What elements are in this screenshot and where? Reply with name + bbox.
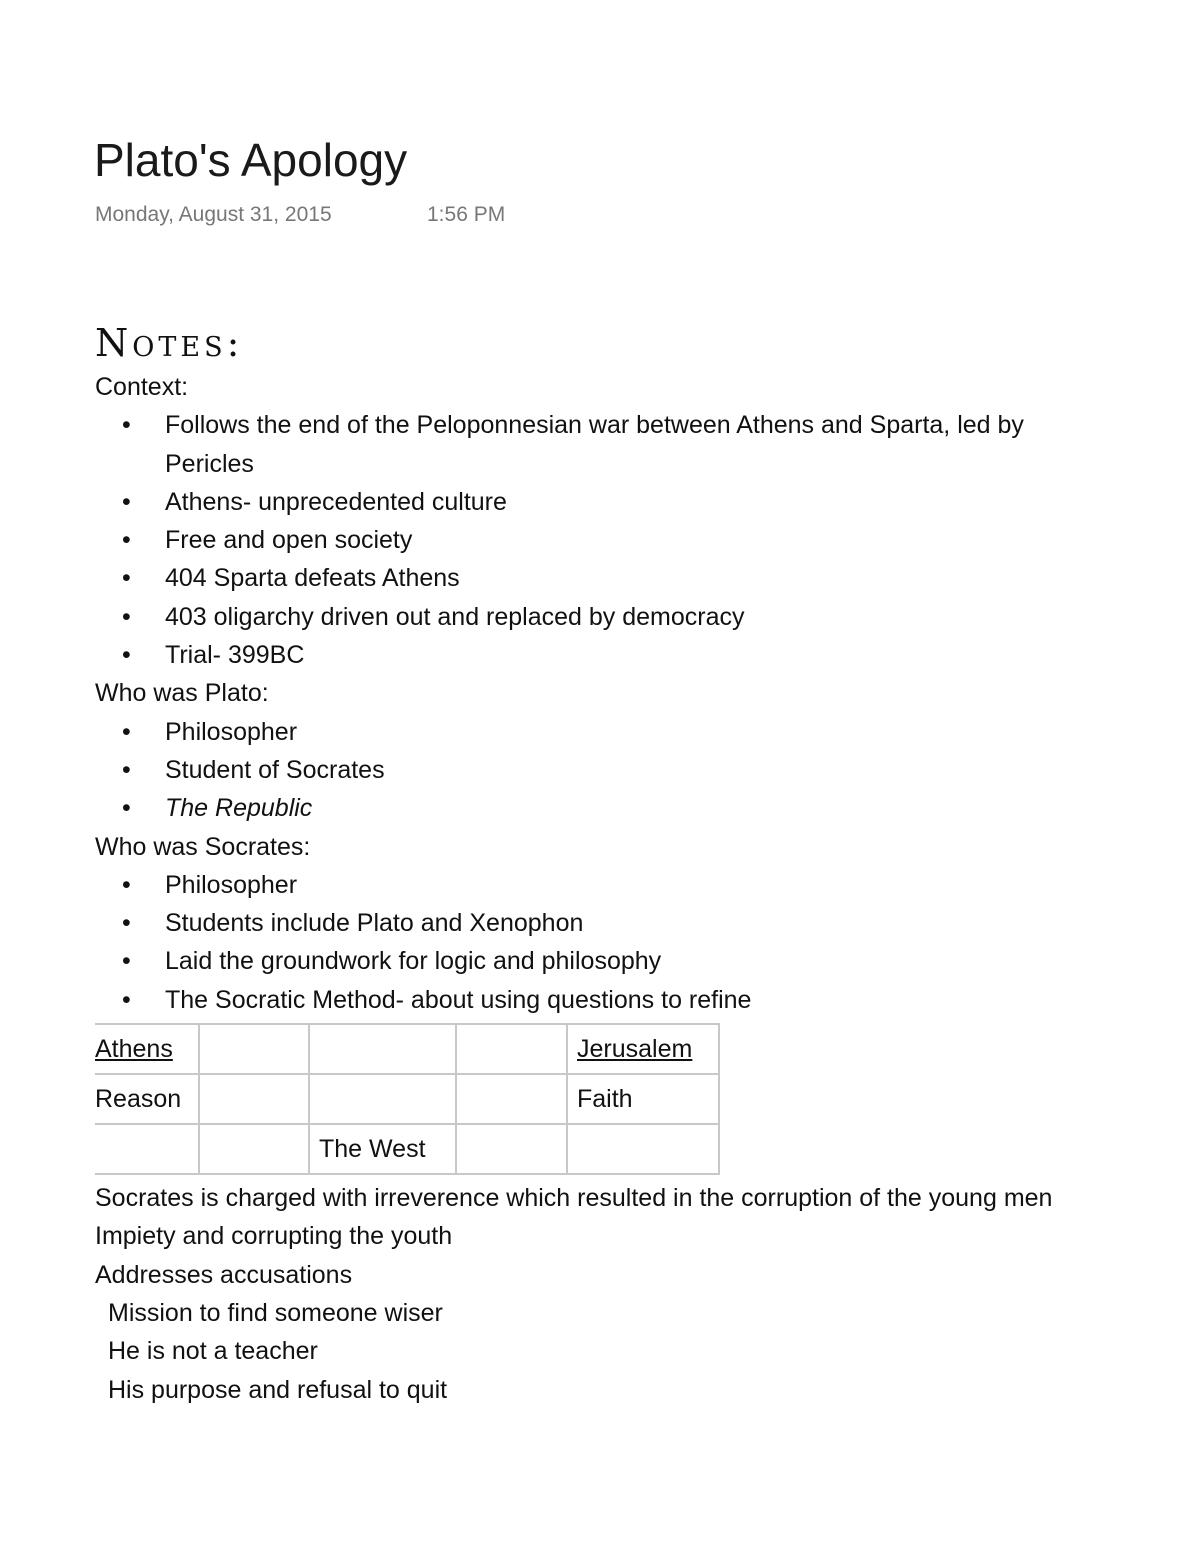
list-item: • Follows the end of the Peloponnesian war between Athens and Sparta, led by Pericles xyxy=(95,406,1085,483)
note-line: He is not a teacher xyxy=(108,1337,318,1366)
table-cell xyxy=(567,1124,719,1174)
table-row xyxy=(95,1074,719,1124)
list-item: • Athens- unprecedented culture xyxy=(95,483,1085,521)
page-title: Plato's Apology xyxy=(94,134,408,186)
list-item: • Philosopher xyxy=(95,713,1085,751)
note-line: Mission to find someone wiser xyxy=(108,1298,443,1327)
book-title: The Republic xyxy=(165,794,313,823)
list-item xyxy=(95,789,1085,827)
plato-label: Who was Plato: xyxy=(95,679,269,708)
table-row xyxy=(95,1024,719,1074)
charge-text: Socrates is charged with irreverence which resulted in the corruption of the young men xyxy=(95,1184,1053,1213)
table-cell: The West xyxy=(309,1124,456,1174)
socrates-list xyxy=(95,866,1105,1019)
table-row xyxy=(95,1124,719,1174)
notes-heading: Notes: xyxy=(95,321,244,365)
page-time: 1:56 PM xyxy=(427,203,506,226)
note-line: His purpose and refusal to quit xyxy=(108,1375,448,1404)
table-cell xyxy=(456,1074,567,1124)
list-item: • Free and open society xyxy=(95,521,1085,559)
table-cell xyxy=(456,1024,567,1074)
athens-jerusalem-table xyxy=(95,1023,720,1175)
list-item: • 404 Sparta defeats Athens xyxy=(95,559,1085,597)
note-body xyxy=(95,368,1105,1430)
context-list xyxy=(95,406,1105,674)
table-cell xyxy=(199,1124,309,1174)
note-line: Addresses accusations xyxy=(95,1260,353,1289)
table-cell xyxy=(309,1024,456,1074)
table-cell: Jerusalem xyxy=(567,1024,719,1074)
page-timestamp xyxy=(95,201,506,229)
table-cell xyxy=(199,1074,309,1124)
note-line: Impiety and corrupting the youth xyxy=(95,1222,453,1251)
table-cell: Faith xyxy=(567,1074,719,1124)
list-item: • Students include Plato and Xenophon xyxy=(95,904,1085,942)
table-cell xyxy=(199,1024,309,1074)
page-date: Monday, August 31, 2015 xyxy=(95,203,332,226)
context-label: Context: xyxy=(95,373,189,401)
plato-list xyxy=(95,713,1105,828)
table-cell: Athens xyxy=(95,1024,199,1074)
list-item: • 403 oligarchy driven out and replaced by democracy xyxy=(95,598,1085,636)
list-item: • The Socratic Method- about using questions to refine xyxy=(95,981,1085,1019)
table-cell xyxy=(309,1074,456,1124)
list-item: • Laid the groundwork for logic and philosophy xyxy=(95,942,1085,980)
list-item: • Trial- 399BC xyxy=(95,636,1085,674)
table-cell: Reason xyxy=(95,1074,199,1124)
table-cell xyxy=(95,1124,199,1174)
list-item: • Student of Socrates xyxy=(95,751,1085,789)
socrates-label: Who was Socrates: xyxy=(95,832,311,861)
table-cell xyxy=(456,1124,567,1174)
list-item: • Philosopher xyxy=(95,866,1085,904)
